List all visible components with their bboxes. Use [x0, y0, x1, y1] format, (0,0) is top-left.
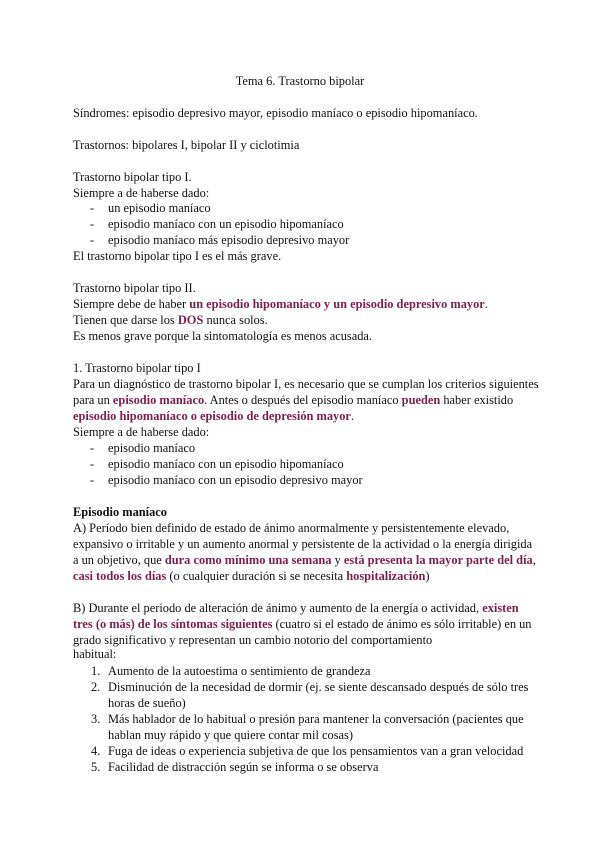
emphasis-text: tres (o más) de los síntomas siguientes — [73, 617, 273, 631]
episodio-heading: Episodio maníaco — [73, 505, 167, 519]
section1-heading: 1. Trastorno bipolar tipo I — [73, 361, 201, 375]
trastornos-line: Trastornos: bipolares I, bipolar II y ciclotimia — [73, 138, 300, 152]
tipo1-intro: Siempre a de haberse dado: — [73, 186, 210, 200]
symptom-item: Disminución de la necesidad de dormir (ej. se siente descansado después de sólo tres — [108, 680, 529, 694]
symptom-item-cont: hablan muy rápido y que quiere contar mil cosas) — [108, 728, 353, 742]
text-run: (o cualquier duración si se necesita — [166, 569, 347, 583]
criterion-b-line3: grado significativo y representan un cambio notorio del comportamiento — [73, 633, 433, 647]
section1-p3 — [73, 408, 354, 424]
text-run: . — [350, 409, 355, 423]
emphasis-text: episodio hipomaníaco o episodio de depresión mayor — [73, 409, 351, 423]
criterion-a-line2: expansivo o irritable y un aumento anormal y persistente de la actividad o la energía dirigida — [73, 537, 533, 551]
text-run: , — [532, 553, 536, 567]
tipo2-line2 — [73, 312, 268, 328]
text-run: B) Durante el periodo de alteración de ánimo y aumento de la energía o actividad, — [73, 601, 483, 615]
list-item: episodio maníaco más episodio depresivo mayor — [108, 233, 350, 247]
criterion-a-line4 — [73, 568, 430, 584]
criterion-b-line2 — [73, 616, 532, 632]
symptom-item-cont: horas de sueño) — [108, 696, 186, 710]
text-run: . — [484, 297, 488, 311]
page-title: Tema 6. Trastorno bipolar — [235, 74, 365, 88]
list-dash: - — [90, 441, 95, 455]
list-item: episodio maníaco con un episodio depresivo mayor — [108, 473, 363, 487]
list-dash: - — [90, 473, 95, 487]
emphasis-text: episodio maníaco — [112, 393, 205, 407]
list-item: episodio maníaco con un episodio hipomaníaco — [108, 457, 344, 471]
list-number: 2. — [91, 680, 101, 694]
emphasis-text: DOS — [177, 313, 204, 327]
emphasis-text: existen — [482, 601, 519, 615]
list-number: 5. — [91, 760, 101, 774]
section1-p2 — [73, 392, 513, 408]
emphasis-text: un episodio hipomaníaco y un episodio depresivo mayor — [189, 297, 485, 311]
list-item: episodio maníaco con un episodio hipomaníaco — [108, 217, 344, 231]
text-run: (cuatro si el estado de ánimo es sólo irritable) en un — [272, 617, 532, 631]
sindromes-line: Síndromes: episodio depresivo mayor, episodio maníaco o episodio hipomaníaco. — [73, 106, 478, 120]
list-dash: - — [90, 217, 95, 231]
symptom-item: Aumento de la autoestima o sentimiento de grandeza — [108, 664, 371, 678]
tipo2-line1 — [73, 296, 488, 312]
list-number: 4. — [91, 744, 101, 758]
tipo2-heading: Trastorno bipolar tipo II. — [73, 281, 196, 295]
tipo1-note: El trastorno bipolar tipo I es el más grave. — [73, 249, 282, 263]
text-run: haber existido — [440, 393, 514, 407]
list-number: 1. — [91, 664, 101, 678]
text-run: para un — [73, 393, 113, 407]
text-run: y — [331, 553, 344, 567]
emphasis-text: pueden — [401, 393, 441, 407]
list-item: un episodio maníaco — [108, 201, 211, 215]
text-run: a un objetivo, que — [73, 553, 165, 567]
text-run: nunca solos. — [203, 313, 268, 327]
criterion-a-line1: A) Período bien definido de estado de ánimo anormalmente y persistentemente elevado, — [73, 521, 510, 535]
text-run: Siempre debe de haber — [73, 297, 190, 311]
emphasis-text: dura como mínimo una semana — [164, 553, 332, 567]
list-number: 3. — [91, 712, 101, 726]
tipo1-heading: Trastorno bipolar tipo I. — [73, 170, 192, 184]
tipo2-line3: Es menos grave porque la sintomatología es menos acusada. — [73, 329, 373, 343]
section1-p1: Para un diagnóstico de trastorno bipolar I, es necesario que se cumplan los criterios siguientes — [73, 377, 539, 391]
criterion-b-line1 — [73, 600, 519, 616]
list-item: episodio maníaco — [108, 441, 196, 455]
emphasis-text: está presenta la mayor parte del día — [343, 553, 533, 567]
list-dash: - — [90, 457, 95, 471]
symptom-item: Más hablador de lo habitual o presión para mantener la conversación (pacientes que — [108, 712, 524, 726]
criterion-a-line3 — [73, 552, 536, 568]
criterion-b-line4: habitual: — [73, 647, 117, 661]
list-dash: - — [90, 233, 95, 247]
emphasis-text: hospitalización — [346, 569, 426, 583]
symptom-item: Facilidad de distracción según se informa o se observa — [108, 760, 379, 774]
text-run: ) — [425, 569, 430, 583]
text-run: . Antes o después del episodio maníaco — [204, 393, 402, 407]
list-dash: - — [90, 201, 95, 215]
emphasis-text: casi todos los días — [73, 569, 167, 583]
symptom-item: Fuga de ideas o experiencia subjetiva de que los pensamientos van a gran velocidad — [108, 744, 524, 758]
text-run: Tienen que darse los — [73, 313, 178, 327]
section1-intro: Siempre a de haberse dado: — [73, 425, 210, 439]
